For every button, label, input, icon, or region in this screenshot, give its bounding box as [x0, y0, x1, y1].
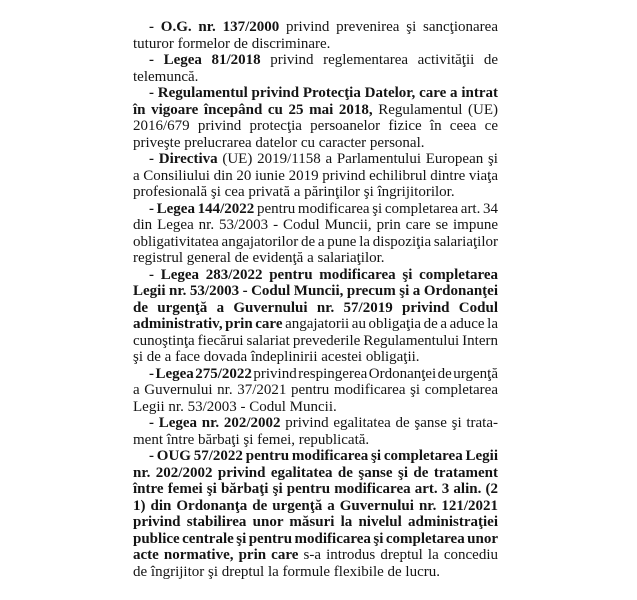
text-segment: profesională şi cea privată a părinţilor şi îngrijitorilor. [133, 184, 455, 200]
text-segment: Regulamentul (UE) [372, 101, 498, 118]
text-line [133, 300, 498, 317]
text-line-content [133, 498, 498, 514]
text-line-content [133, 184, 455, 200]
bold-text-segment: - Regulamentul privind Protecţia Datelor, care a intrat [149, 85, 498, 101]
text-line-content [149, 151, 498, 167]
text-line [133, 564, 498, 581]
text-line-content [133, 283, 498, 299]
text-line [133, 234, 498, 251]
text-line-content [133, 399, 337, 415]
paragraph-first-line [133, 415, 498, 432]
bold-text-segment: - Legea 81/2018 [149, 52, 261, 68]
bold-text-segment: - O.G. nr. 137/2000 [149, 19, 280, 35]
text-line [133, 118, 498, 135]
text-segment: angajatorii au obligaţia de a aduce la [282, 316, 498, 332]
text-segment: obligativitatea angajatorilor de a pune la dispoziţia salariaţilor [133, 233, 498, 250]
text-segment: privind respingerea Ordonanţei de urgenţă [251, 365, 498, 382]
text-segment: telemuncă. [133, 68, 199, 85]
text-line [133, 250, 498, 267]
bold-text-segment: - Legea 275/2022 [149, 365, 252, 382]
text-line-content [133, 69, 198, 85]
text-line-content [149, 415, 498, 431]
text-line [133, 102, 498, 119]
paragraph-first-line [133, 52, 498, 69]
text-segment: (UE) 2019/1158 a Parlamentului European şi [217, 151, 498, 167]
text-line-content [133, 316, 498, 332]
text-segment: privind reglementarea activităţii de [260, 52, 499, 68]
paragraph-first-line [133, 448, 498, 465]
text-line-content [133, 481, 498, 497]
bold-text-segment: privind stabilirea unor măsuri la nivelul administraţiei [133, 514, 498, 530]
text-segment: Legii nr. 53/2003 - Codul Muncii. [133, 398, 337, 415]
text-segment: priveşte prelucrarea datelor cu caracter personal. [133, 134, 425, 151]
text-segment: tuturor formelor de discriminare. [133, 35, 331, 52]
text-line [133, 547, 498, 564]
text-line [133, 135, 498, 152]
text-segment: 2016/679 privind protecţia persoanelor fizice în ceea ce [133, 118, 498, 134]
text-line-content [149, 267, 498, 283]
text-line-content [133, 531, 498, 547]
text-line [133, 514, 498, 531]
text-segment: din Legea nr. 53/2003 - Codul Muncii, prin care se impune [133, 217, 498, 233]
paragraph-first-line [133, 19, 498, 36]
text-line-content [149, 85, 498, 101]
paragraph-first-line [133, 366, 498, 383]
text-segment: şi de a face dovada îndeplinirii acestei obligaţii. [133, 349, 420, 365]
text-line-content [133, 349, 420, 365]
text-line-content [133, 118, 498, 134]
text-line [133, 349, 498, 366]
text-line [133, 531, 498, 548]
text-segment: de îngrijitor şi dreptul la formule flexibile de lucru. [133, 563, 440, 580]
text-line [133, 432, 498, 449]
text-line-content [133, 250, 385, 266]
text-line [133, 36, 498, 53]
bold-text-segment: - Legea 144/2022 [149, 200, 255, 217]
legal-references-list [133, 19, 498, 580]
text-line [133, 316, 498, 333]
text-line-content [133, 514, 498, 530]
text-line-content [149, 448, 498, 464]
text-segment: privind prevenirea şi sancţionarea [279, 19, 498, 35]
text-line [133, 481, 498, 498]
bold-text-segment: - OUG 57/2022 pentru modificarea şi completarea Legii [149, 448, 498, 464]
text-line [133, 69, 498, 86]
text-segment: a Consiliului din 20 iunie 2019 privind echilibrul dintre viaţa [133, 167, 498, 184]
bold-text-segment: - Directiva [149, 151, 218, 167]
text-line-content [149, 366, 498, 382]
paragraph-first-line [133, 201, 498, 218]
bold-text-segment: acte normative, prin care [133, 547, 299, 563]
text-line-content [133, 432, 369, 448]
text-line-content [149, 19, 498, 35]
text-segment: registrul general de evidenţă a salariaţilor. [133, 250, 385, 266]
bold-text-segment: - Legea nr. 202/2002 [149, 415, 281, 431]
bold-text-segment: de urgenţă a Guvernului nr. 57/2019 privind Codul [133, 299, 498, 316]
text-segment: pentru modificarea şi completarea art. 34 [254, 200, 499, 217]
text-line-content [149, 52, 498, 68]
text-line [133, 333, 498, 350]
text-segment: privind egalitatea de şanse şi trata- [280, 415, 498, 431]
text-line-content [133, 102, 498, 118]
text-line-content [133, 465, 498, 481]
bold-text-segment: în vigoare începând cu 25 mai 2018, [133, 101, 373, 118]
text-line-content [133, 564, 440, 580]
text-line-content [133, 333, 498, 349]
paragraph-first-line [133, 151, 498, 168]
text-segment: cunoştinţa fiecărui salariat prevederile Regulamentului Intern [133, 332, 498, 349]
text-line [133, 168, 498, 185]
text-segment: s-a introdus dreptul la concediu [298, 547, 498, 563]
bold-text-segment: nr. 202/2002 privind egalitatea de şanse şi de tratament [133, 464, 498, 481]
text-line [133, 184, 498, 201]
text-line-content [133, 234, 498, 250]
bold-text-segment: administrativ, prin care [133, 316, 283, 332]
text-segment: ment între bărbaţi şi femei, republicată. [133, 431, 370, 448]
text-line [133, 217, 498, 234]
text-line-content [149, 201, 498, 217]
text-segment: a Guvernului nr. 37/2021 pentru modificarea şi completarea [133, 382, 498, 398]
text-line-content [133, 382, 498, 398]
text-line-content [133, 217, 498, 233]
text-line-content [133, 135, 425, 151]
paragraph-first-line [133, 85, 498, 102]
text-line-content [133, 547, 498, 563]
text-line-content [133, 168, 498, 184]
text-line [133, 399, 498, 416]
bold-text-segment: 1) din Ordonanţa de urgenţă a Guvernului nr. 121/2021 [133, 497, 498, 514]
bold-text-segment: Legii nr. 53/2003 - Codul Muncii, precum şi a Ordonanţei [133, 283, 498, 299]
paragraph-first-line [133, 267, 498, 284]
text-line [133, 283, 498, 300]
text-line-content [133, 300, 498, 316]
bold-text-segment: publice centrale şi pentru modificarea şi completarea unor [133, 530, 499, 547]
bold-text-segment: - Legea 283/2022 pentru modificarea şi completarea [149, 266, 498, 283]
text-line [133, 498, 498, 515]
text-line-content [133, 36, 330, 52]
text-line [133, 465, 498, 482]
text-line [133, 382, 498, 399]
bold-text-segment: între femei şi bărbaţi şi pentru modificarea art. 3 alin. (2 [133, 481, 498, 497]
